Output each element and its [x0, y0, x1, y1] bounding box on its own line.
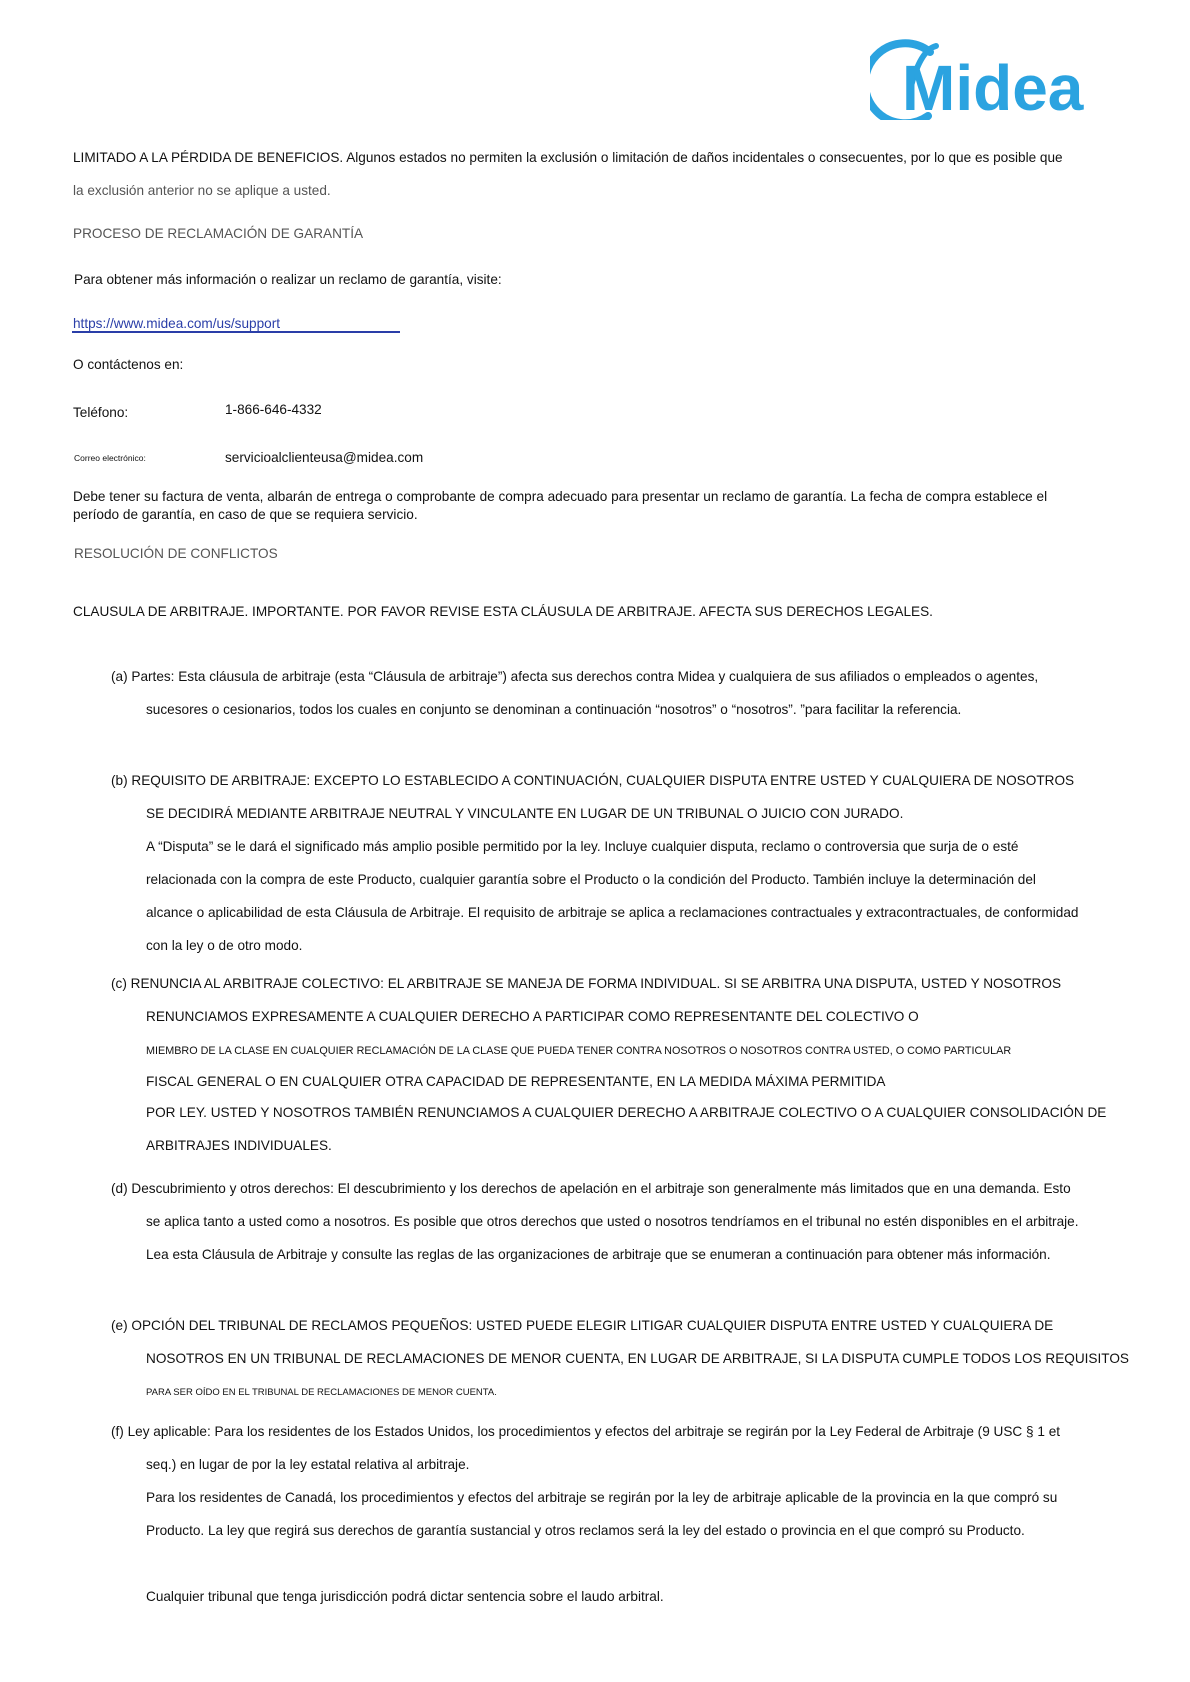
clause-b-line: con la ley o de otro modo. [146, 938, 303, 953]
phone-label: Teléfono: [73, 405, 129, 420]
clause-a-line: sucesores o cesionarios, todos los cuales en conjunto se denominan a continuación “nosotros” o “nosotros”. ”para facilitar la referencia. [146, 702, 962, 717]
contact-line: O contáctenos en: [73, 357, 184, 372]
clause-b-line: alcance o aplicabilidad de esta Cláusula de Arbitraje. El requisito de arbitraje se aplica a reclamaciones contractuales y extracontractuales, de conformidad [146, 905, 1079, 920]
arbitration-heading: CLAUSULA DE ARBITRAJE. IMPORTANTE. POR FAVOR REVISE ESTA CLÁUSULA DE ARBITRAJE. AFECTA SUS DERECHOS LEGALES. [73, 604, 933, 619]
email-label: Correo electrónico: [74, 453, 146, 463]
clause-f-line: seq.) en lugar de por la ley estatal relativa al arbitraje. [146, 1457, 470, 1472]
clause-c-line: (c) RENUNCIA AL ARBITRAJE COLECTIVO: EL ARBITRAJE SE MANEJA DE FORMA INDIVIDUAL. SI SE ARBITRA UNA DISPUTA, USTED Y NOSOTROS [111, 976, 1062, 991]
info-line: Para obtener más información o realizar un reclamo de garantía, visite: [74, 272, 502, 287]
paragraph-line: período de garantía, en caso de que se requiera servicio. [73, 507, 418, 522]
clause-f-line: Producto. La ley que regirá sus derechos de garantía sustancial y otros reclamos será la ley del estado o provincia en el que compró su Producto. [146, 1523, 1025, 1538]
paragraph-line: Debe tener su factura de venta, albarán de entrega o comprobante de compra adecuado para presentar un reclamo de garantía. La fecha de compra establece el [73, 489, 1048, 504]
clause-f-line: (f) Ley aplicable: Para los residentes de los Estados Unidos, los procedimientos y efectos del arbitraje se regirán por la Ley Federal de Arbitraje (9 USC § 1 et [111, 1424, 1061, 1439]
clause-d-line: se aplica tanto a usted como a nosotros. Es posible que otros derechos que usted o nosotros tendríamos en el tribunal no estén disponibles en el arbitraje. [146, 1214, 1079, 1229]
clause-b-line: A “Disputa” se le dará el significado más amplio posible permitido por la ley. Incluye cualquier disputa, reclamo o controversia que surja de o esté [146, 839, 1019, 854]
clause-f-line: Para los residentes de Canadá, los procedimientos y efectos del arbitraje se regirán por la ley de arbitraje aplicable de la provincia en la que compró su [146, 1490, 1058, 1505]
clause-b-line: (b) REQUISITO DE ARBITRAJE: EXCEPTO LO ESTABLECIDO A CONTINUACIÓN, CUALQUIER DISPUTA ENTRE USTED Y CUALQUIERA DE NOSOTROS [111, 773, 1075, 788]
clause-f-line: Cualquier tribunal que tenga jurisdicción podrá dictar sentencia sobre el laudo arbitral. [146, 1589, 664, 1604]
paragraph-line: la exclusión anterior no se aplique a usted. [73, 183, 331, 198]
clause-c-line: RENUNCIAMOS EXPRESAMENTE A CUALQUIER DERECHO A PARTICIPAR COMO REPRESENTANTE DEL COLECTIVO O [146, 1009, 919, 1024]
midea-logo [870, 30, 1120, 120]
clause-d-line: (d) Descubrimiento y otros derechos: El descubrimiento y los derechos de apelación en el arbitraje son generalmente más limitados que en una demanda. Esto [111, 1181, 1071, 1196]
clause-d-line: Lea esta Cláusula de Arbitraje y consulte las reglas de las organizaciones de arbitraje que se enumeran a continuación para obtener más información. [146, 1247, 1051, 1262]
email-value: servicioalclienteusa@midea.com [225, 450, 424, 465]
logo-text: Midea [902, 52, 1084, 120]
support-link[interactable]: https://www.midea.com/us/support [73, 316, 281, 331]
clause-c-line: POR LEY. USTED Y NOSOTROS TAMBIÉN RENUNCIAMOS A CUALQUIER DERECHO A ARBITRAJE COLECTIVO O A CUALQUIER CONSOLIDACIÓN DE [146, 1105, 1107, 1120]
clause-b-line: SE DECIDIRÁ MEDIANTE ARBITRAJE NEUTRAL Y VINCULANTE EN LUGAR DE UN TRIBUNAL O JUICIO CON JURADO. [146, 806, 904, 821]
link-underline [72, 331, 400, 333]
clause-e-line: NOSOTROS EN UN TRIBUNAL DE RECLAMACIONES DE MENOR CUENTA, EN LUGAR DE ARBITRAJE, SI LA DISPUTA CUMPLE TODOS LOS REQUISITOS [146, 1351, 1129, 1366]
clause-e-line: (e) OPCIÓN DEL TRIBUNAL DE RECLAMOS PEQUEÑOS: USTED PUEDE ELEGIR LITIGAR CUALQUIER DISPUTA ENTRE USTED Y CUALQUIERA DE [111, 1318, 1054, 1333]
paragraph-line: LIMITADO A LA PÉRDIDA DE BENEFICIOS. Algunos estados no permiten la exclusión o limitación de daños incidentales o consecuentes, por lo que es posible que [73, 150, 1063, 165]
clause-c-line: FISCAL GENERAL O EN CUALQUIER OTRA CAPACIDAD DE REPRESENTANTE, EN LA MEDIDA MÁXIMA PERMITIDA [146, 1074, 886, 1089]
clause-a-line: (a) Partes: Esta cláusula de arbitraje (esta “Cláusula de arbitraje”) afecta sus derechos contra Midea y cualquiera de sus afiliados o empleados o agentes, [111, 669, 1039, 684]
clause-e-line: PARA SER OÍDO EN EL TRIBUNAL DE RECLAMACIONES DE MENOR CUENTA. [146, 1387, 497, 1398]
phone-value: 1-866-646-4332 [225, 402, 322, 417]
section-heading-warranty: PROCESO DE RECLAMACIÓN DE GARANTÍA [73, 226, 364, 241]
section-heading-conflicts: RESOLUCIÓN DE CONFLICTOS [74, 546, 278, 561]
clause-b-line: relacionada con la compra de este Producto, cualquier garantía sobre el Producto o la condición del Producto. También incluye la determinación del [146, 872, 1036, 887]
clause-c-line: ARBITRAJES INDIVIDUALES. [146, 1138, 332, 1153]
clause-c-line: MIEMBRO DE LA CLASE EN CUALQUIER RECLAMACIÓN DE LA CLASE QUE PUEDA TENER CONTRA NOSOTROS O NOSOTROS CONTRA USTED, O COMO PARTICULAR [146, 1045, 1012, 1057]
